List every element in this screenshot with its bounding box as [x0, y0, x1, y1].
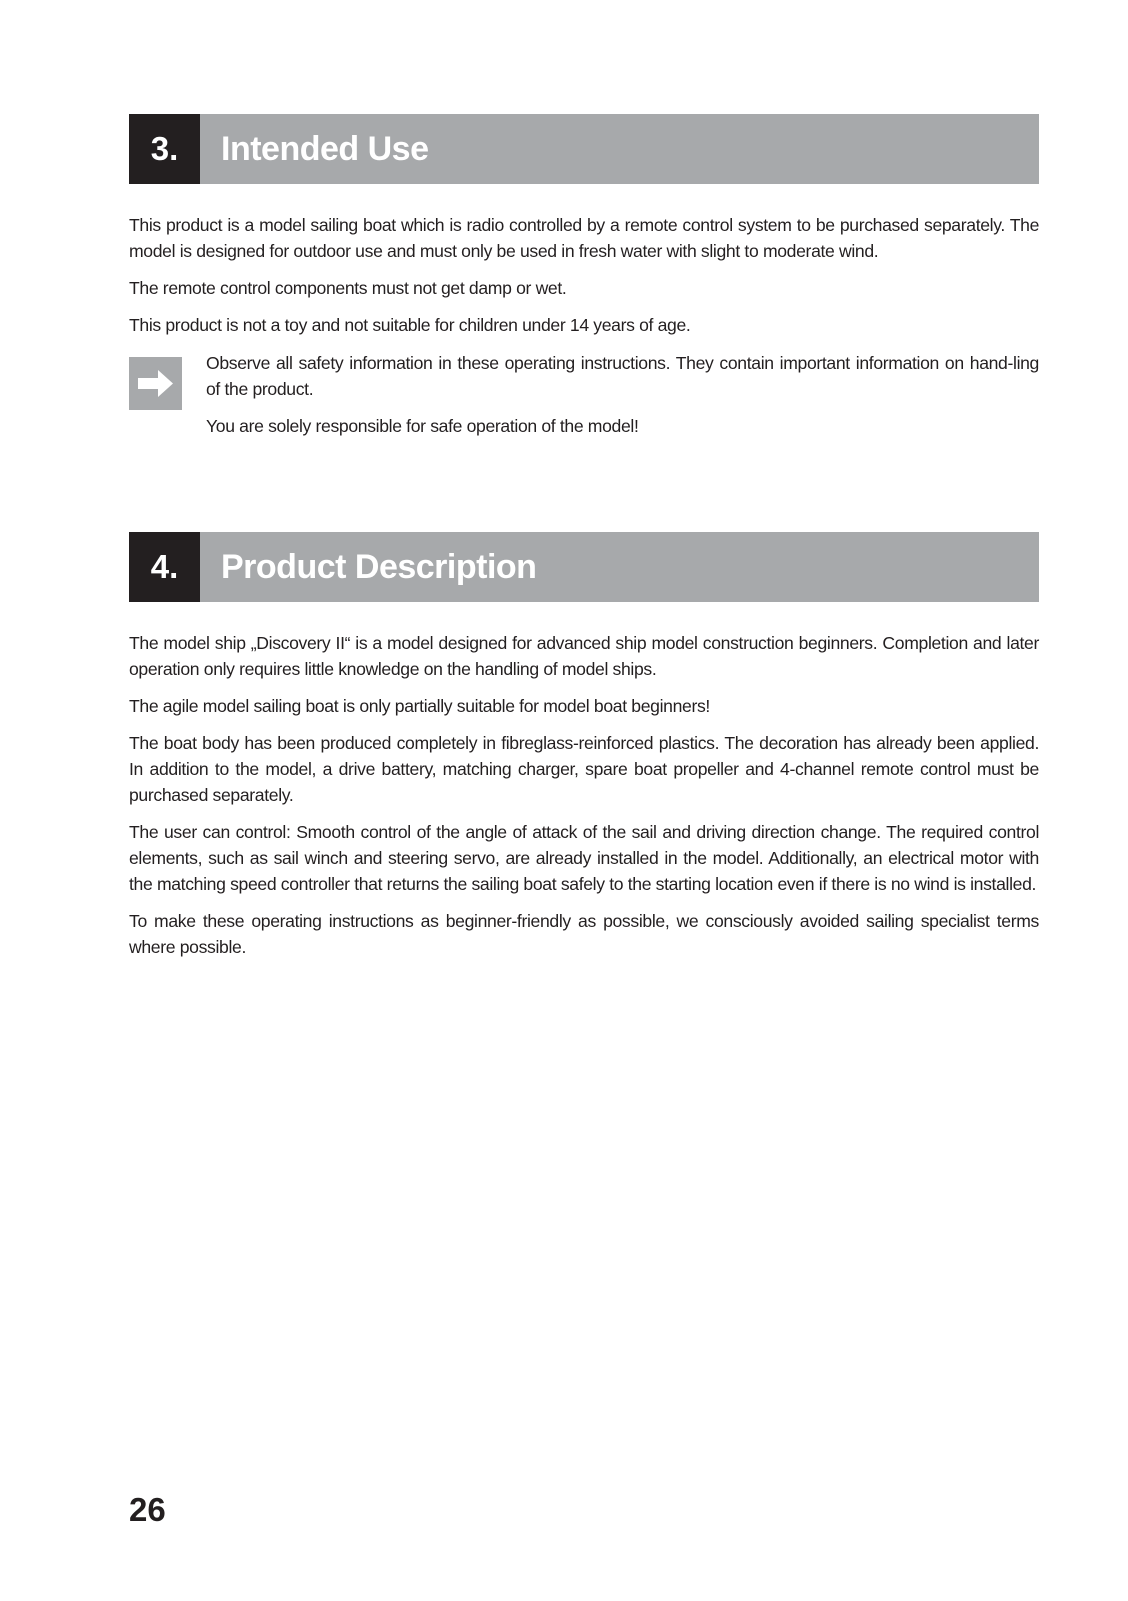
paragraph: The remote control components must not get damp or wet.	[129, 278, 567, 298]
note-paragraph: Observe all safety information in these operating instructions. They contain important information on hand-ling of the product.	[206, 353, 1039, 399]
section-3-header	[129, 114, 1039, 184]
arrow-right-icon	[129, 357, 182, 410]
section-4-title: Product Description	[221, 547, 537, 586]
paragraph: This product is not a toy and not suitable for children under 14 years of age.	[129, 315, 691, 335]
paragraph: The model ship „Discovery II“ is a model designed for advanced ship model construction beginners. Completion and later operation only requires little knowledge on the handling of model ships.	[129, 633, 1039, 679]
section-4-header	[129, 532, 1039, 602]
section-4-number: 4.	[129, 532, 200, 602]
safety-note-text	[206, 350, 1039, 450]
note-paragraph: You are solely responsible for safe operation of the model!	[206, 416, 639, 436]
page-number: 26	[129, 1491, 166, 1528]
section-3-number: 3.	[129, 114, 200, 184]
paragraph: The agile model sailing boat is only partially suitable for model boat beginners!	[129, 696, 710, 716]
paragraph: To make these operating instructions as beginner-friendly as possible, we consciously avoided sailing specialist terms where possible.	[129, 911, 1039, 957]
paragraph: The user can control: Smooth control of the angle of attack of the sail and driving direction change. The required control elements, such as sail winch and steering servo, are already installed in the model. Additionally, an electrical motor with the matching speed controller that returns the sailing boat safely to the starting location even if there is no wind is installed.	[129, 822, 1039, 894]
paragraph: This product is a model sailing boat which is radio controlled by a remote control system to be purchased separately. The model is designed for outdoor use and must only be used in fresh water with slight to moderate wind.	[129, 215, 1039, 261]
paragraph: The boat body has been produced completely in fibreglass-reinforced plastics. The decoration has already been applied. In addition to the model, a drive battery, matching charger, spare boat propeller and 4-channel remote control must be purchased separately.	[129, 733, 1039, 805]
section-4-body	[129, 630, 1039, 971]
section-3-title: Intended Use	[221, 129, 429, 168]
section-3-body	[129, 212, 1039, 349]
